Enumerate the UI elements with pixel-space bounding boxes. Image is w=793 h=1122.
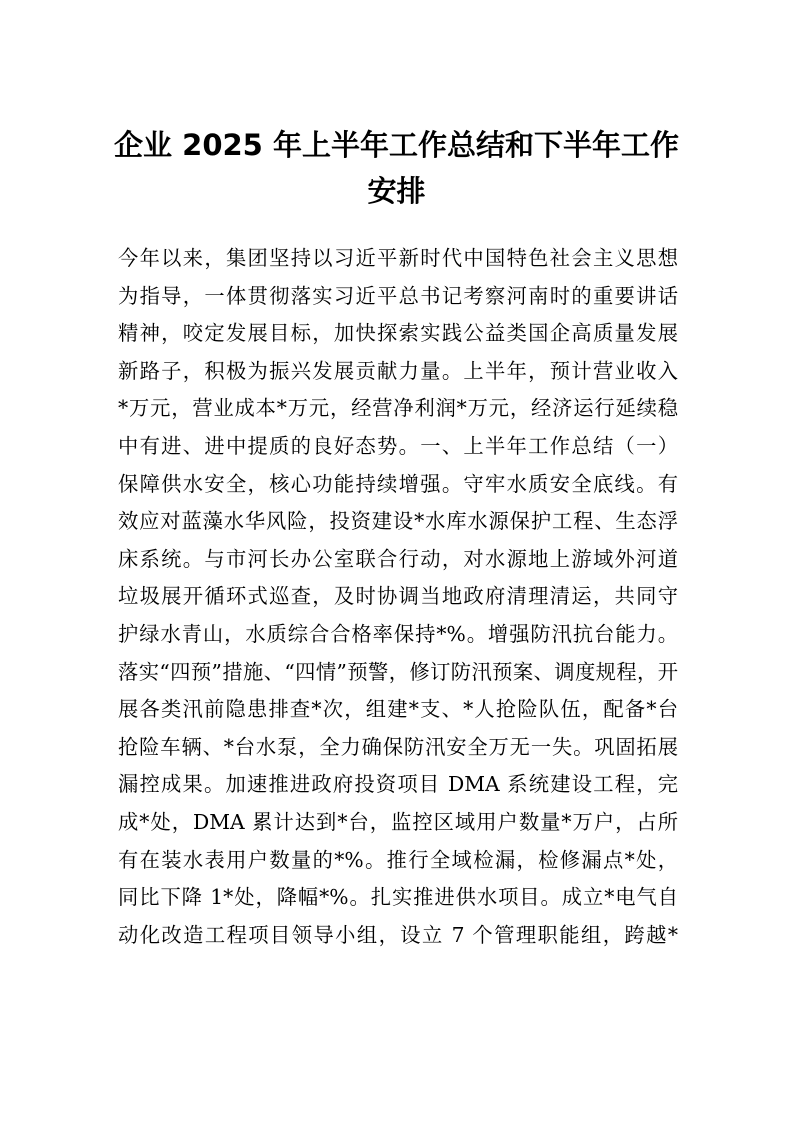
document-body xyxy=(118,240,678,954)
title-line-1: 企业 2025 年上半年工作总结和下半年工作 xyxy=(114,128,679,162)
body-line: 抢险车辆、*台水泵，全力确保防汛安全万无一失。巩固拓展 xyxy=(118,734,678,759)
body-line: 有在装水表用户数量的*%。推行全域检漏，检修漏点*处， xyxy=(118,847,678,872)
body-line: 今年以来，集团坚持以习近平新时代中国特色社会主义思想 xyxy=(118,246,678,270)
body-line: 漏控成果。加速推进政府投资项目 DMA 系统建设工程，完 xyxy=(118,772,678,797)
body-line: 效应对蓝藻水华风险，投资建设*水库水源保护工程、生态浮 xyxy=(118,509,678,534)
body-line: 为指导，一体贯彻落实习近平总书记考察河南时的重要讲话 xyxy=(118,283,678,308)
body-line: 动化改造工程项目领导小组，设立 7 个管理职能组，跨越* xyxy=(118,922,678,947)
body-line: 床系统。与市河长办公室联合行动，对水源地上游域外河道 xyxy=(118,546,678,571)
body-line: 护绿水青山，水质综合合格率保持*%。增强防汛抗台能力。 xyxy=(118,621,678,646)
title-line-2: 安排 xyxy=(367,174,426,208)
body-line: 垃圾展开循环式巡查，及时协调当地政府清理清运，共同守 xyxy=(118,584,678,609)
body-line: 成*处，DMA 累计达到*台，监控区域用户数量*万户，占所 xyxy=(118,809,678,834)
document-title xyxy=(110,122,683,214)
body-line: 保障供水安全，核心功能持续增强。守牢水质安全底线。有 xyxy=(118,471,678,496)
body-line: 精神，咬定发展目标，加快探索实践公益类国企高质量发展 xyxy=(118,321,678,346)
body-line: 落实“四预”措施、“四情”预警，修订防汛预案、调度规程，开 xyxy=(118,659,678,684)
body-line: 中有进、进中提质的良好态势。一、上半年工作总结（一） xyxy=(118,433,678,458)
body-line: 新路子，积极为振兴发展贡献力量。上半年，预计营业收入 xyxy=(118,358,678,383)
body-line: 展各类汛前隐患排查*次，组建*支、*人抢险队伍，配备*台 xyxy=(118,697,678,722)
body-line: 同比下降 1*处，降幅*%。扎实推进供水项目。成立*电气自 xyxy=(118,885,678,910)
body-line: *万元，营业成本*万元，经营净利润*万元，经济运行延续稳 xyxy=(118,396,678,421)
